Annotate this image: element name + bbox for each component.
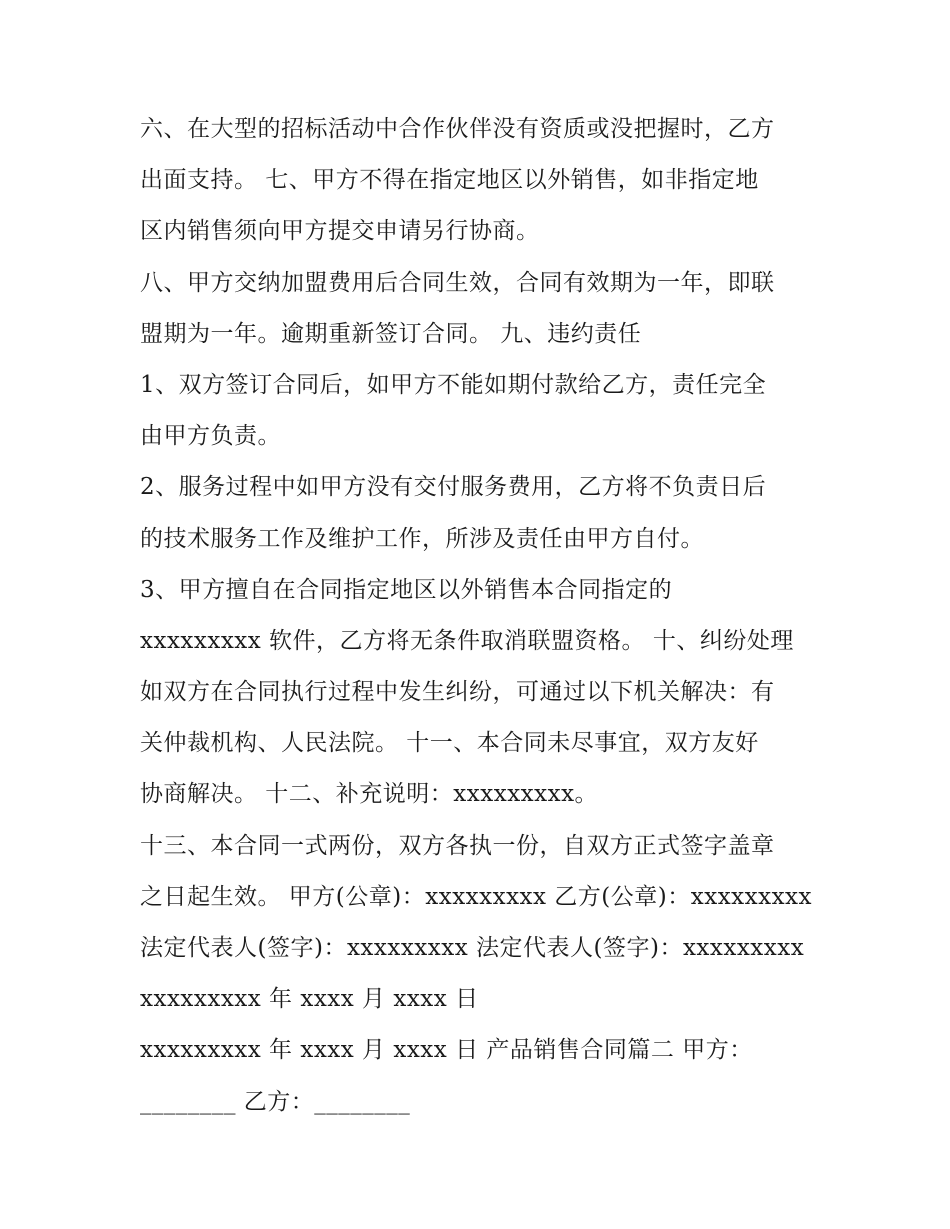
text-line: 3、甲方擅自在合同指定地区以外销售本合同指定的: [140, 576, 673, 603]
text-line: 协商解决。 十二、补充说明：xxxxxxxxx。: [140, 781, 599, 808]
text-line: xxxxxxxxx 年 xxxx 月 xxxx 日 产品销售合同篇二 甲方：: [140, 1037, 753, 1064]
document-body: [140, 104, 820, 1128]
text-line: 2、服务过程中如甲方没有交付服务费用，乙方将不负责日后: [140, 474, 767, 501]
text-line: 区内销售须向甲方提交申请另行协商。: [140, 218, 540, 245]
text-line: 由甲方负责。: [140, 423, 281, 450]
text-line: 十三、本合同一式两份，双方各执一份，自双方正式签字盖章: [140, 832, 775, 859]
text-line: 法定代表人(签字)：xxxxxxxxx 法定代表人(签字)：xxxxxxxxx: [140, 935, 805, 961]
text-line: xxxxxxxxx 年 xxxx 月 xxxx 日: [140, 986, 479, 1013]
text-line: 关仲裁机构、人民法院。 十一、本合同未尽事宜，双方友好: [140, 730, 759, 757]
text-line: 盟期为一年。逾期重新签订合同。 九、违约责任: [140, 320, 642, 347]
text-line: 如双方在合同执行过程中发生纠纷，可通过以下机关解决：有: [140, 679, 775, 706]
text-line: 1、双方签订合同后，如甲方不能如期付款给乙方，责任完全: [140, 371, 767, 398]
text-line: ________ 乙方：________: [140, 1088, 411, 1115]
text-line: 八、甲方交纳加盟费用后合同生效，合同有效期为一年，即联: [140, 269, 775, 296]
text-line: 之日起生效。 甲方(公章)：xxxxxxxxx 乙方(公章)：xxxxxxxxx: [140, 883, 812, 910]
text-line: 出面支持。 七、甲方不得在指定地区以外销售，如非指定地: [140, 167, 759, 194]
text-line: 六、在大型的招标活动中合作伙伴没有资质或没把握时，乙方: [140, 116, 775, 142]
text-line: 的技术服务工作及维护工作，所涉及责任由甲方自付。: [140, 525, 704, 552]
text-line: xxxxxxxxx 软件，乙方将无条件取消联盟资格。 十、纠纷处理: [140, 627, 794, 654]
